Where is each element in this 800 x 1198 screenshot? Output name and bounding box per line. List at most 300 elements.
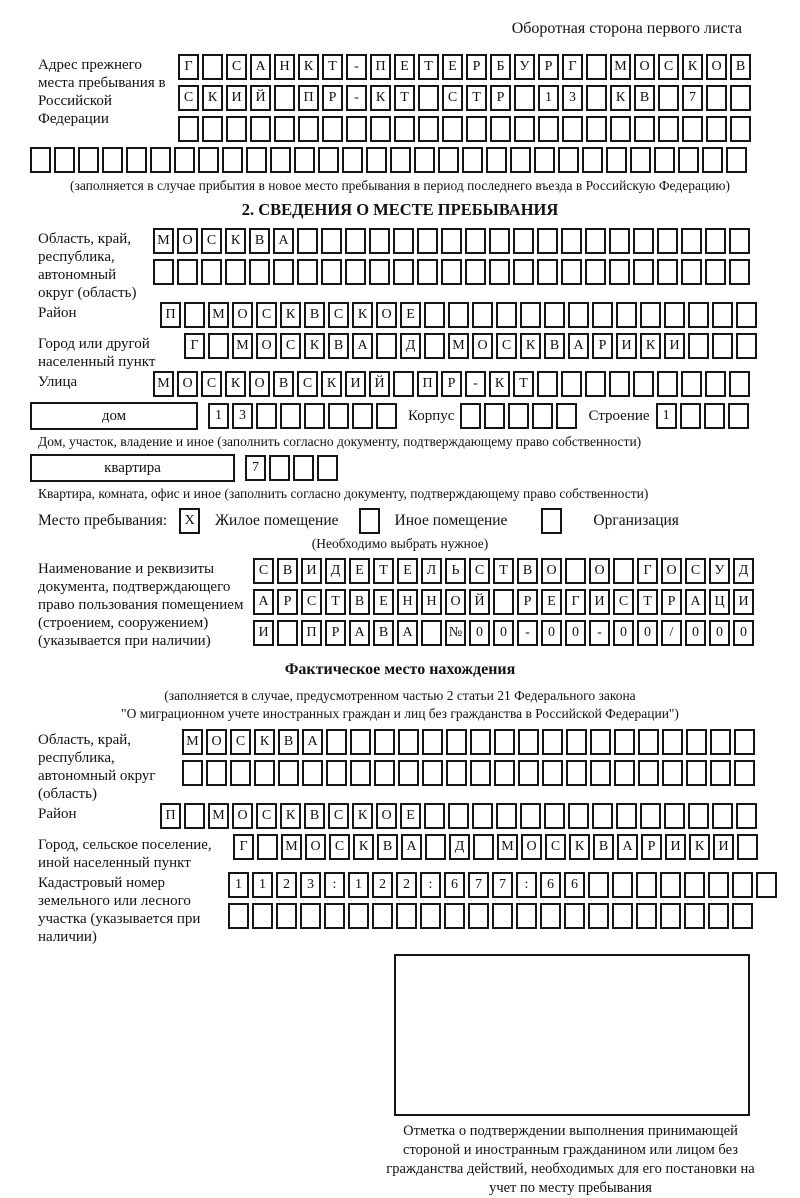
char-box — [493, 589, 514, 615]
char-box: 0 — [541, 620, 562, 646]
char-box: Т — [493, 558, 514, 584]
char-box — [658, 85, 679, 111]
char-box: Т — [637, 589, 658, 615]
char-box: С — [230, 729, 251, 755]
char-box — [684, 872, 705, 898]
option-org-label: Организация — [593, 512, 679, 529]
fact-gorod-label: Город, сельское поселение, иной населенный пункт — [38, 837, 212, 871]
char-box: 3 — [562, 85, 583, 111]
char-box: Е — [373, 589, 394, 615]
char-box — [350, 729, 371, 755]
char-box — [606, 147, 627, 173]
char-box: К — [640, 333, 661, 359]
char-box — [208, 333, 229, 359]
char-box: В — [634, 85, 655, 111]
char-box: Р — [661, 589, 682, 615]
char-box — [688, 803, 709, 829]
char-box: М — [208, 302, 229, 328]
stroenie-label: Строение — [588, 407, 650, 424]
char-box — [568, 302, 589, 328]
char-box — [712, 333, 733, 359]
char-box — [657, 371, 678, 397]
char-box — [466, 116, 487, 142]
char-box — [636, 872, 657, 898]
char-box — [708, 903, 729, 929]
char-box — [78, 147, 99, 173]
char-box — [682, 116, 703, 142]
char-box — [534, 147, 555, 173]
char-box: В — [328, 333, 349, 359]
char-box: Р — [322, 85, 343, 111]
char-box: Е — [400, 803, 421, 829]
char-box: Е — [394, 54, 415, 80]
char-box — [662, 760, 683, 786]
char-box: Л — [421, 558, 442, 584]
char-box — [352, 403, 373, 429]
char-box — [417, 259, 438, 285]
fact-raion-label: Район — [38, 806, 77, 822]
char-box — [300, 903, 321, 929]
char-box — [222, 147, 243, 173]
char-box: О — [177, 371, 198, 397]
char-box — [30, 147, 51, 173]
char-box — [638, 729, 659, 755]
char-box: К — [304, 333, 325, 359]
dom-note: Дом, участок, владение и иное (заполнить согласно документу, подтверждающему право собственности) — [38, 434, 642, 449]
fact-gorod-row — [233, 834, 761, 860]
char-box — [729, 228, 750, 254]
char-box — [518, 729, 539, 755]
char-box: Г — [562, 54, 583, 80]
char-box: Е — [349, 558, 370, 584]
char-box — [510, 147, 531, 173]
char-box — [658, 116, 679, 142]
checkbox-inoe — [359, 508, 383, 534]
char-box: Н — [274, 54, 295, 80]
char-box — [492, 903, 513, 929]
char-box — [297, 228, 318, 254]
char-box — [541, 508, 562, 534]
char-box — [585, 259, 606, 285]
char-box — [609, 228, 630, 254]
char-box — [730, 85, 751, 111]
char-box — [654, 147, 675, 173]
char-box — [324, 903, 345, 929]
char-box — [712, 302, 733, 328]
char-box — [326, 729, 347, 755]
char-box — [254, 760, 275, 786]
prev-address-label: Адрес прежнего места пребывания в Российской Федерации — [38, 57, 166, 127]
char-box — [370, 116, 391, 142]
char-box — [564, 903, 585, 929]
char-box: М — [153, 371, 174, 397]
char-box — [422, 729, 443, 755]
prev-address-note: (заполняется в случае прибытия в новое место пребывания в период последнего въезда в Российскую Федерацию) — [69, 178, 731, 193]
char-box: 3 — [232, 403, 253, 429]
char-box — [369, 259, 390, 285]
field-dom — [30, 402, 800, 430]
option-zhiloe-label: Жилое помещение — [215, 512, 339, 529]
char-box: И — [665, 834, 686, 860]
char-box: 7 — [492, 872, 513, 898]
char-box: К — [352, 803, 373, 829]
char-box — [421, 620, 442, 646]
char-box — [302, 760, 323, 786]
char-box — [374, 760, 395, 786]
char-box — [660, 872, 681, 898]
char-box — [473, 834, 494, 860]
char-box: И — [226, 85, 247, 111]
char-box — [490, 116, 511, 142]
dom-row — [208, 403, 400, 429]
char-box: 2 — [372, 872, 393, 898]
char-box — [710, 760, 731, 786]
oblast-row-1 — [153, 228, 753, 254]
char-box — [470, 760, 491, 786]
char-box — [321, 259, 342, 285]
char-box: К — [298, 54, 319, 80]
char-box — [616, 302, 637, 328]
char-box — [609, 371, 630, 397]
char-box — [280, 403, 301, 429]
char-box — [424, 803, 445, 829]
char-box — [424, 333, 445, 359]
dom-box: дом — [30, 402, 198, 430]
char-box: В — [278, 729, 299, 755]
char-box — [702, 147, 723, 173]
char-box: О — [661, 558, 682, 584]
fact-oblast-row-1 — [182, 729, 758, 755]
char-box — [444, 903, 465, 929]
char-box: В — [373, 620, 394, 646]
char-box — [638, 760, 659, 786]
char-box: А — [397, 620, 418, 646]
char-box: О — [305, 834, 326, 860]
checkbox-zhiloe — [179, 508, 203, 534]
char-box — [448, 302, 469, 328]
char-box: 1 — [348, 872, 369, 898]
char-box — [496, 803, 517, 829]
char-box: И — [253, 620, 274, 646]
char-box: К — [225, 371, 246, 397]
char-box: Е — [397, 558, 418, 584]
char-box: С — [329, 834, 350, 860]
char-box — [556, 403, 577, 429]
mesto-label: Место пребывания: — [38, 512, 168, 529]
char-box — [102, 147, 123, 173]
char-box: К — [254, 729, 275, 755]
char-box: : — [420, 872, 441, 898]
char-box — [686, 729, 707, 755]
char-box — [616, 803, 637, 829]
char-box — [704, 403, 725, 429]
char-box: А — [250, 54, 271, 80]
char-box: С — [256, 302, 277, 328]
char-box — [537, 228, 558, 254]
char-box: - — [465, 371, 486, 397]
doc-row-2 — [253, 589, 757, 615]
char-box: О — [206, 729, 227, 755]
char-box — [729, 259, 750, 285]
char-box — [359, 508, 380, 534]
char-box — [126, 147, 147, 173]
char-box: И — [733, 589, 754, 615]
char-box: М — [497, 834, 518, 860]
char-box — [612, 903, 633, 929]
char-box: К — [370, 85, 391, 111]
char-box: И — [301, 558, 322, 584]
char-box — [705, 371, 726, 397]
field-oblast — [38, 228, 800, 302]
char-box: А — [302, 729, 323, 755]
char-box: К — [353, 834, 374, 860]
ulitsa-row — [153, 371, 753, 397]
char-box: Р — [441, 371, 462, 397]
char-box: 1 — [228, 872, 249, 898]
char-box: О — [445, 589, 466, 615]
char-box — [508, 403, 529, 429]
char-box: 7 — [245, 455, 266, 481]
char-box: Р — [277, 589, 298, 615]
char-box: Д — [325, 558, 346, 584]
char-box — [462, 147, 483, 173]
char-box — [442, 116, 463, 142]
doc-row-1 — [253, 558, 757, 584]
char-box — [537, 259, 558, 285]
char-box: 1 — [252, 872, 273, 898]
char-box — [728, 403, 749, 429]
char-box: Р — [592, 333, 613, 359]
field-ulitsa — [38, 371, 800, 402]
char-box — [562, 116, 583, 142]
char-box: Д — [733, 558, 754, 584]
char-box: С — [469, 558, 490, 584]
char-box: - — [346, 85, 367, 111]
char-box — [317, 455, 338, 481]
char-box — [585, 371, 606, 397]
char-box — [418, 116, 439, 142]
char-box: 6 — [564, 872, 585, 898]
char-box — [657, 259, 678, 285]
char-box: У — [709, 558, 730, 584]
char-box: К — [682, 54, 703, 80]
char-box: Е — [400, 302, 421, 328]
char-box: - — [346, 54, 367, 80]
char-box — [630, 147, 651, 173]
char-box — [298, 116, 319, 142]
char-box — [736, 333, 757, 359]
char-box: 0 — [469, 620, 490, 646]
doc-label: Наименование и реквизиты документа, подтверждающего право пользования помещением (строением, сооружением) (указывается при наличии) — [38, 561, 244, 649]
char-box: С — [226, 54, 247, 80]
char-box — [228, 903, 249, 929]
char-box: 0 — [613, 620, 634, 646]
char-box: Т — [466, 85, 487, 111]
char-box — [153, 259, 174, 285]
char-box — [390, 147, 411, 173]
char-box: № — [445, 620, 466, 646]
char-box — [441, 228, 462, 254]
char-box: Р — [641, 834, 662, 860]
char-box: В — [544, 333, 565, 359]
char-box: М — [232, 333, 253, 359]
char-box: К — [610, 85, 631, 111]
char-box: 1 — [656, 403, 677, 429]
char-box: А — [685, 589, 706, 615]
char-box — [520, 803, 541, 829]
char-box — [732, 872, 753, 898]
char-box: : — [324, 872, 345, 898]
char-box — [588, 903, 609, 929]
stamp-caption: Отметка о подтверждении выполнения принимающей стороной и иностранным гражданином или лицом без гражданства действий, необходимых для его постановки на учет по месту пребывания — [386, 1123, 755, 1196]
char-box — [269, 455, 290, 481]
fact-oblast-label: Область, край, республика, автономный округ (область) — [38, 732, 156, 802]
char-box — [182, 760, 203, 786]
prev-address-rows — [178, 54, 754, 147]
char-box: Д — [400, 333, 421, 359]
char-box: Ц — [709, 589, 730, 615]
char-box: В — [273, 371, 294, 397]
char-box: Е — [541, 589, 562, 615]
char-box — [250, 116, 271, 142]
char-box — [484, 403, 505, 429]
char-box — [680, 403, 701, 429]
checkbox-organizatsiya — [541, 508, 565, 534]
char-box: С — [442, 85, 463, 111]
char-box: Р — [517, 589, 538, 615]
kvartira-row — [245, 455, 341, 481]
char-box — [513, 228, 534, 254]
char-box — [226, 116, 247, 142]
char-box: Й — [369, 371, 390, 397]
char-box: С — [545, 834, 566, 860]
char-box: М — [182, 729, 203, 755]
char-box — [376, 333, 397, 359]
char-box: 1 — [538, 85, 559, 111]
char-box — [544, 803, 565, 829]
char-box: Й — [250, 85, 271, 111]
char-box — [230, 760, 251, 786]
char-box — [732, 903, 753, 929]
char-box: В — [593, 834, 614, 860]
char-box: Т — [373, 558, 394, 584]
char-box: О — [541, 558, 562, 584]
char-box — [678, 147, 699, 173]
char-box — [734, 760, 755, 786]
raion-row — [160, 302, 760, 328]
char-box: О — [232, 803, 253, 829]
char-box — [345, 228, 366, 254]
char-box — [544, 302, 565, 328]
char-box — [441, 259, 462, 285]
fact-field-raion — [38, 803, 800, 834]
char-box — [342, 147, 363, 173]
char-box — [438, 147, 459, 173]
char-box: А — [568, 333, 589, 359]
char-box — [565, 558, 586, 584]
char-box: О — [232, 302, 253, 328]
char-box — [561, 228, 582, 254]
char-box — [640, 803, 661, 829]
char-box: И — [713, 834, 734, 860]
char-box: X — [179, 508, 200, 534]
char-box: А — [352, 333, 373, 359]
char-box — [566, 729, 587, 755]
fact-oblast-row-2 — [182, 760, 758, 786]
char-box — [328, 403, 349, 429]
oblast-row-2 — [153, 259, 753, 285]
kadastr-rows — [228, 872, 780, 934]
char-box — [730, 116, 751, 142]
oblast-rows — [153, 228, 753, 290]
char-box — [448, 803, 469, 829]
char-box: Г — [184, 333, 205, 359]
char-box: С — [301, 589, 322, 615]
char-box — [737, 834, 758, 860]
field-mesto-prebyvaniya — [38, 508, 800, 534]
char-box — [424, 302, 445, 328]
char-box — [537, 371, 558, 397]
char-box — [206, 760, 227, 786]
kadastr-label: Кадастровый номер земельного или лесного участка (указывается при наличии) — [38, 875, 201, 945]
char-box: С — [280, 333, 301, 359]
char-box — [202, 54, 223, 80]
char-box — [590, 729, 611, 755]
char-box: П — [301, 620, 322, 646]
char-box — [636, 903, 657, 929]
char-box: К — [225, 228, 246, 254]
char-box: К — [280, 302, 301, 328]
char-box — [538, 116, 559, 142]
char-box — [256, 403, 277, 429]
fact-field-gorod — [38, 834, 800, 872]
char-box: А — [401, 834, 422, 860]
char-box: К — [489, 371, 510, 397]
char-box: 2 — [276, 872, 297, 898]
char-box — [520, 302, 541, 328]
char-box — [681, 228, 702, 254]
char-box: И — [616, 333, 637, 359]
char-box — [614, 729, 635, 755]
char-box — [706, 85, 727, 111]
prev-address-row-2 — [178, 85, 754, 111]
char-box: 0 — [709, 620, 730, 646]
char-box: С — [328, 803, 349, 829]
char-box: О — [376, 803, 397, 829]
char-box: В — [304, 302, 325, 328]
char-box: 3 — [300, 872, 321, 898]
char-box — [705, 259, 726, 285]
char-box — [558, 147, 579, 173]
char-box: Й — [469, 589, 490, 615]
char-box — [610, 116, 631, 142]
char-box: Р — [466, 54, 487, 80]
char-box: / — [661, 620, 682, 646]
char-box: Г — [178, 54, 199, 80]
char-box: Г — [637, 558, 658, 584]
char-box — [561, 371, 582, 397]
char-box — [376, 403, 397, 429]
kvartira-note: Квартира, комната, офис и иное (заполнить согласно документу, подтверждающему право собственности) — [38, 486, 649, 501]
option-inoe-label: Иное помещение — [394, 512, 508, 529]
char-box: О — [472, 333, 493, 359]
char-box: О — [589, 558, 610, 584]
ulitsa-label: Улица — [38, 374, 78, 390]
char-box: Е — [442, 54, 463, 80]
char-box — [348, 903, 369, 929]
char-box — [54, 147, 75, 173]
char-box: К — [321, 371, 342, 397]
